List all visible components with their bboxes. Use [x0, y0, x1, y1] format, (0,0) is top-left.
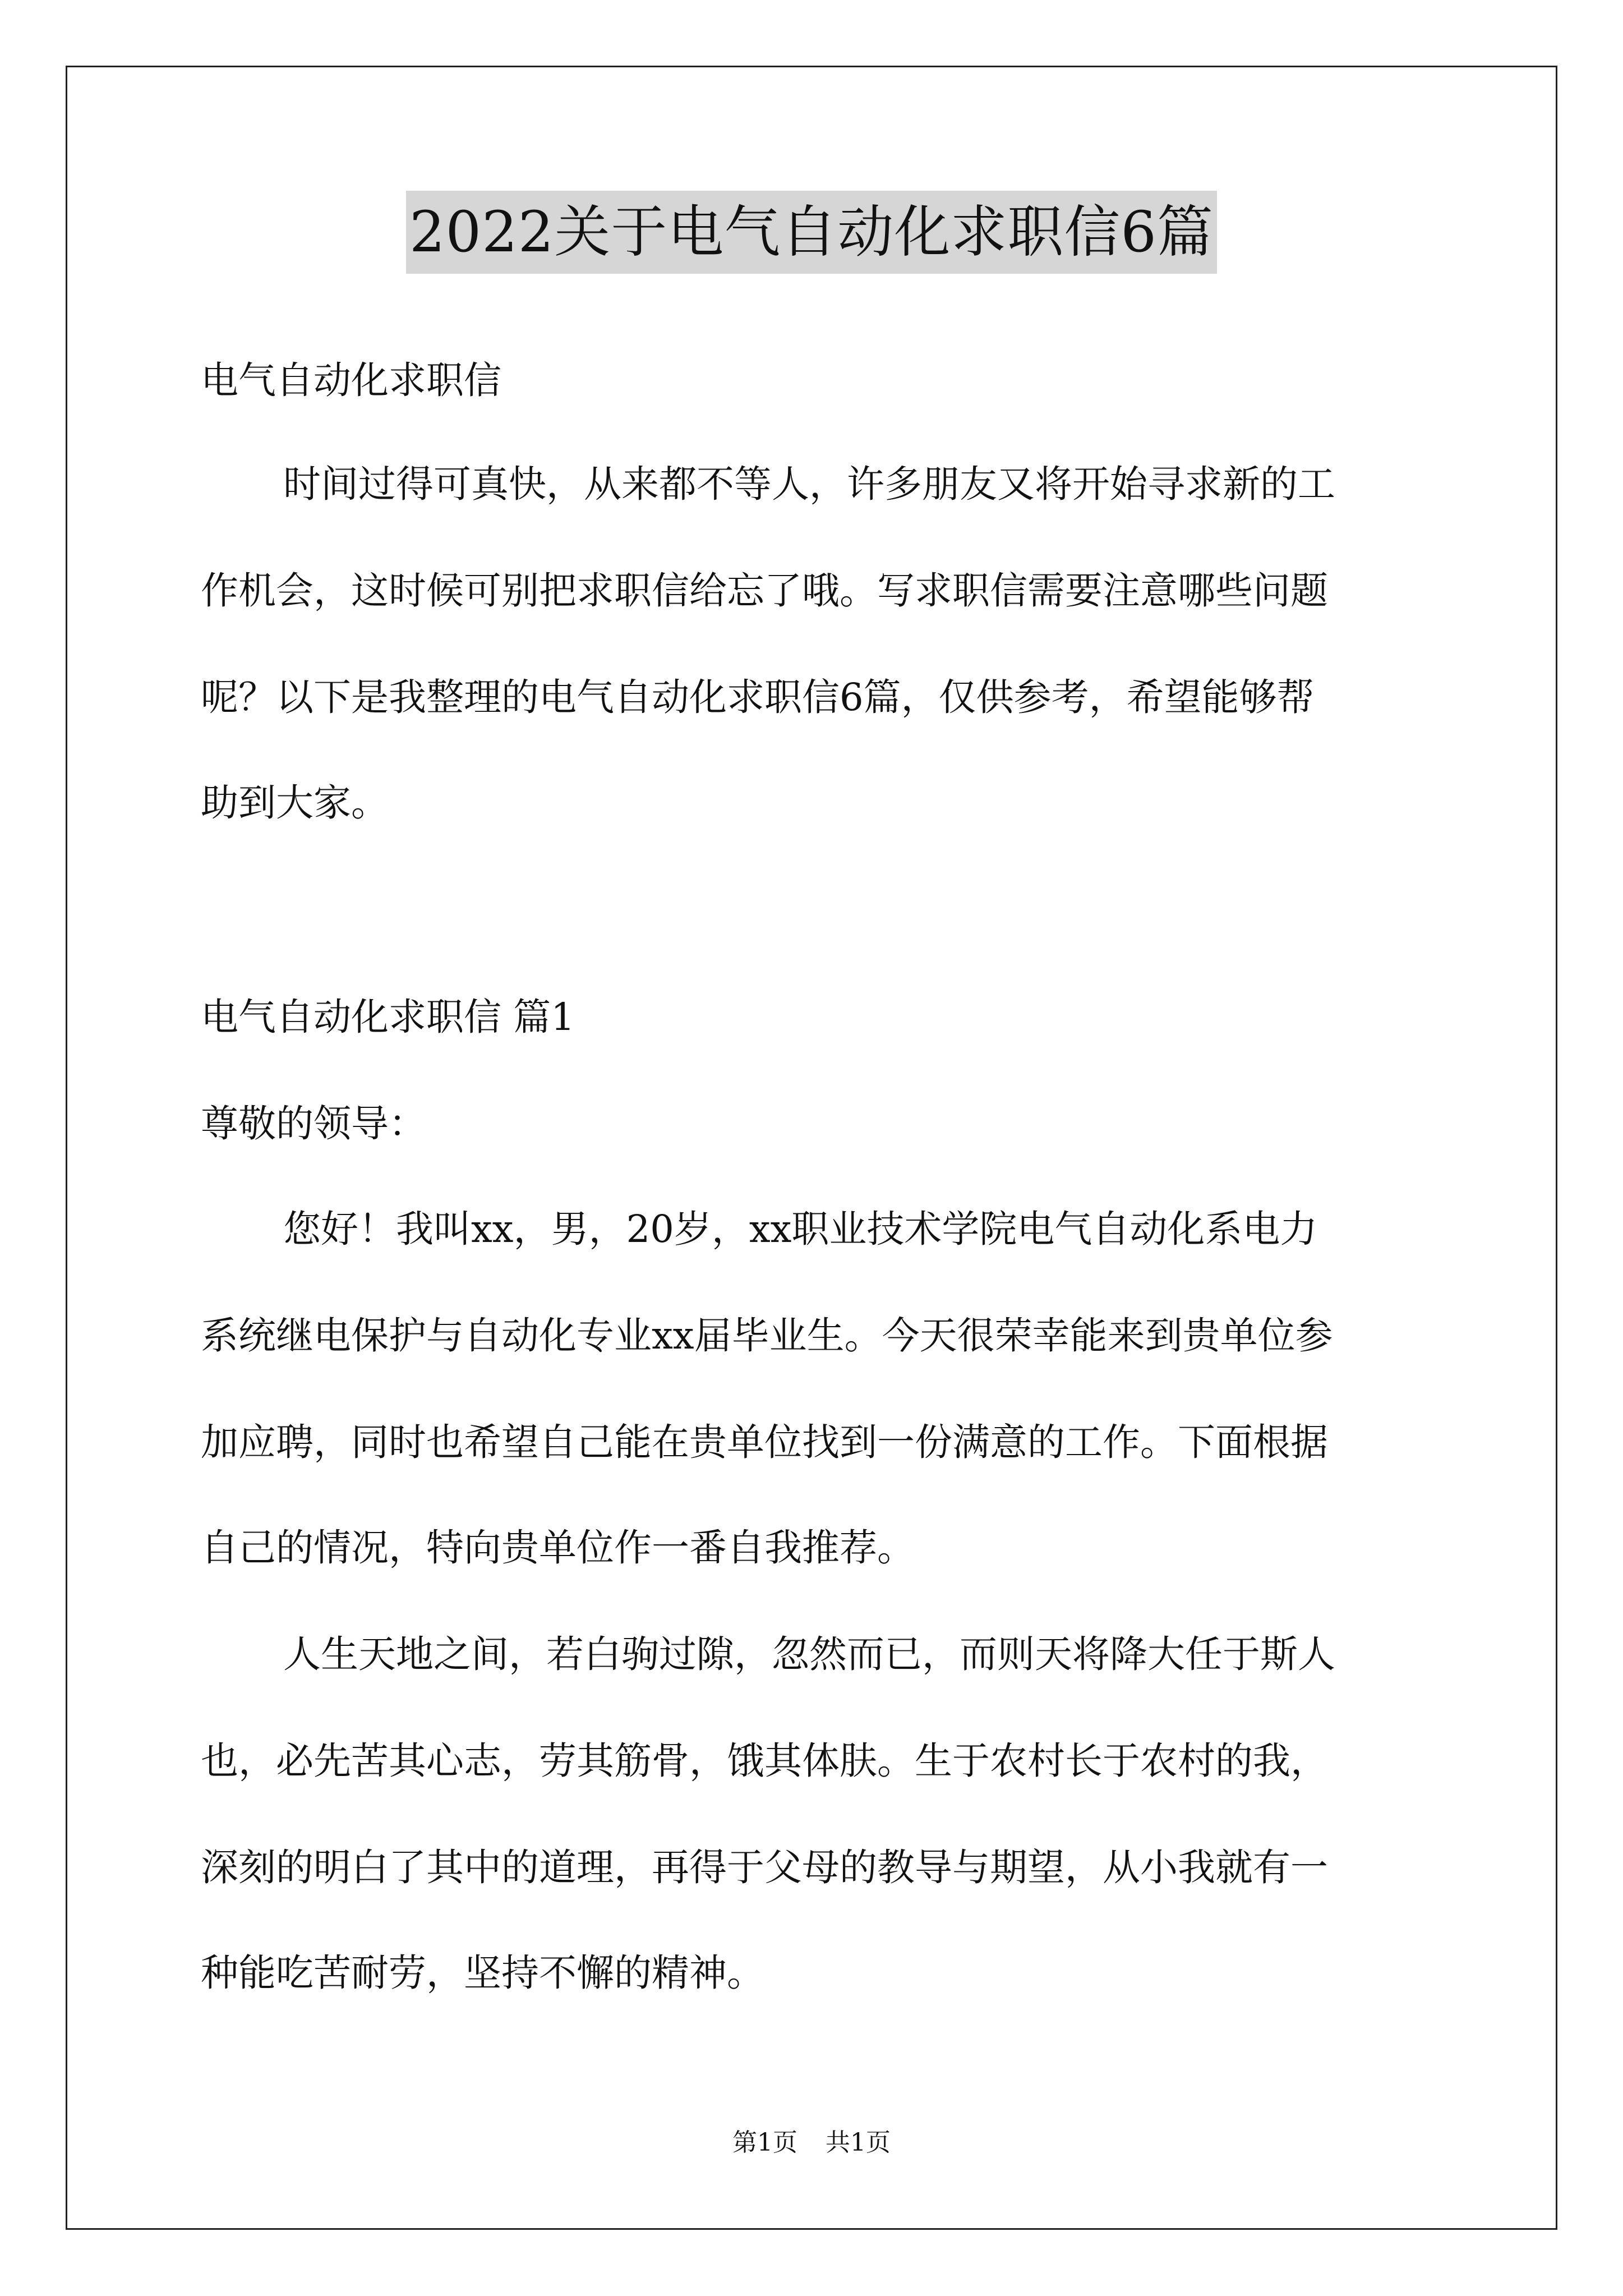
salutation: 尊敬的领导：	[201, 1102, 426, 1145]
paragraph1-line-2: 系统继电保护与自动化专业xx届毕业生。今天很荣幸能来到贵单位参	[201, 1314, 1333, 1358]
paragraph2-line-2: 也，必先苦其心志，劳其筋骨，饿其体肤。生于农村长于农村的我，	[201, 1739, 1328, 1783]
paragraph1-line-4: 自己的情况，特向贵单位作一番自我推荐。	[201, 1526, 915, 1570]
paragraph1-line-1: 您好！我叫xx，男，20岁，xx职业技术学院电气自动化系电力	[283, 1207, 1318, 1251]
paragraph2-line-3: 深刻的明白了其中的道理，再得于父母的教导与期望，从小我就有一	[201, 1846, 1328, 1889]
title-container	[0, 191, 1623, 274]
intro-line-1: 时间过得可真快，从来都不等人，许多朋友又将开始寻求新的工	[283, 462, 1335, 506]
paragraph2-line-4: 种能吃苦耐劳，坚持不懈的精神。	[201, 1951, 764, 1995]
section-heading: 电气自动化求职信 篇1	[201, 995, 575, 1039]
intro-line-2: 作机会，这时候可别把求职信给忘了哦。写求职信需要注意哪些问题	[201, 569, 1328, 613]
page-footer	[0, 2126, 1623, 2160]
paragraph1-line-3: 加应聘，同时也希望自己能在贵单位找到一份满意的工作。下面根据	[201, 1420, 1328, 1464]
main-heading: 电气自动化求职信	[201, 358, 501, 402]
page-total: 共1页	[826, 2128, 891, 2157]
intro-line-3: 呢？以下是我整理的电气自动化求职信6篇，仅供参考，希望能够帮	[201, 675, 1315, 719]
document-title: 2022关于电气自动化求职信6篇	[406, 191, 1217, 274]
intro-line-4: 助到大家。	[201, 781, 389, 825]
page-number: 第1页	[732, 2128, 797, 2157]
paragraph2-line-1: 人生天地之间，若白驹过隙，忽然而已，而则天将降大任于斯人	[283, 1632, 1335, 1676]
